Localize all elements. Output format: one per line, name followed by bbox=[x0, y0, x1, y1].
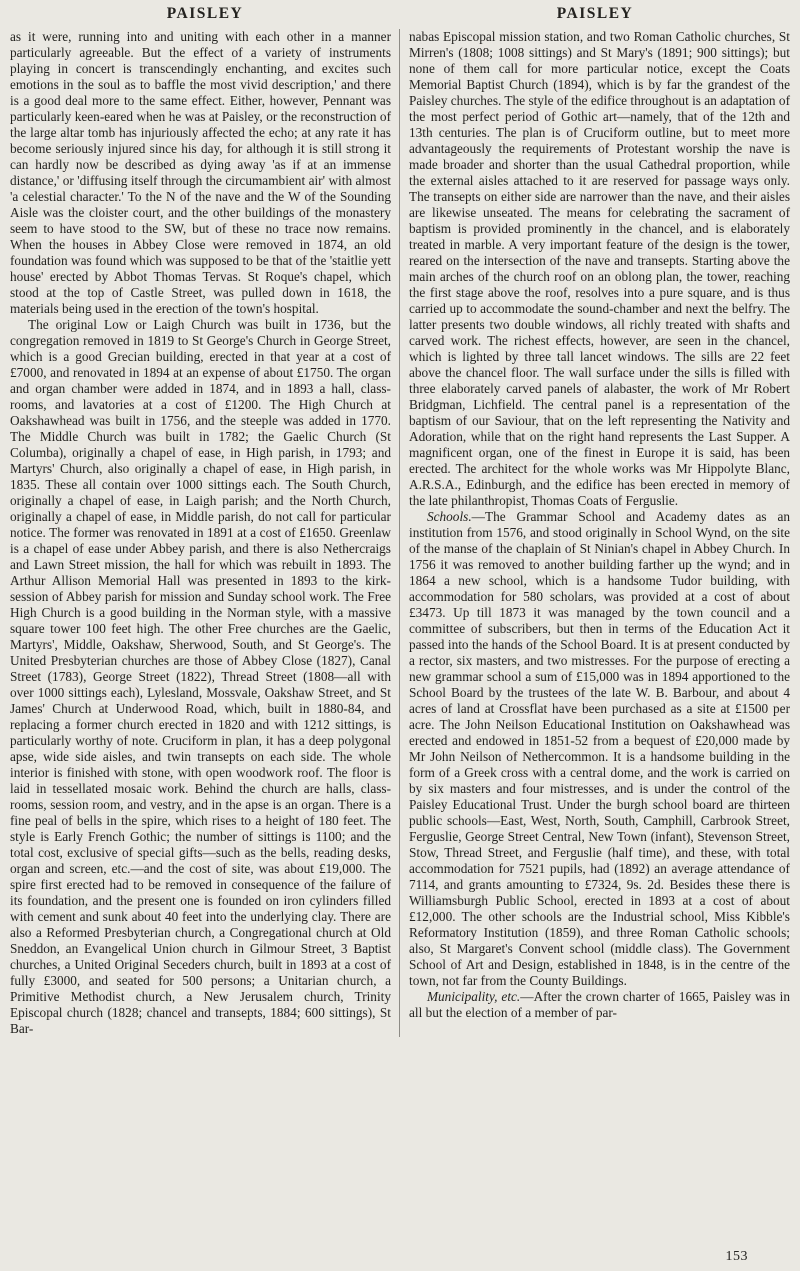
running-header-left: PAISLEY bbox=[166, 5, 244, 22]
running-header-right: PAISLEY bbox=[556, 5, 634, 22]
text-column bbox=[10, 29, 399, 1037]
paragraph-lead-italic: Schools. bbox=[426, 509, 472, 524]
paragraph: Schools.—The Grammar School and Academy dates as an institution from 1576, and stood originally in School Wynd, on the site of the manse of the chaplain of St Ninian's chapel in Abbey Church. In 1756 it was removed to another building farther up the wynd; and in 1864 a new school, which is a handsome Tudor building, with accommodation for 580 scholars, was provided at a cost of about £3473. Up till 1873 it was managed by the town council and a committee of subscribers, but then in terms of the Education Act it passed into the hands of the School Board. It is at present conducted by a rector, six masters, and two mistresses. For the purpose of erecting a new grammar school a sum of £15,000 was in 1894 apportioned to the School Board by the trustees of the late W. B. Barbour, and about 4 acres of land at Crossflat have been purchased as a site at £1500 per acre. The John Neilson Educational Institution on Oakshawhead was erected and endowed in 1851-52 from a bequest of £20,000 made by Mr John Neilson of Nethercommon. It is a handsome building in the form of a Greek cross with a central dome, and the work is carried on by six masters and four mistresses, and is under the control of the Paisley Educational Trust. Under the burgh school board are thirteen public schools—East, West, North, South, Camphill, Carbrook Street, Ferguslie, George Street Central, New Town (infant), Stevenson Street, Stow, Thread Street, and Ferguslie (half time), and these, with total accommodation for 7521 pupils, had (1892) an average attendance of 7114, and grants amounting to £7324, 9s. 2d. Besides these there is Williamsburgh Public School, erected in 1893 at a cost of about £12,000. The other schools are the Industrial school, Miss Kibble's Reformatory Institution (1859), and three Roman Catholic schools; also, St Margaret's Convent school (middle class). The Government School of Art and Design, established in 1848, is in the centre of the town, not far from the County Buildings. bbox=[409, 509, 790, 988]
two-column-text-body bbox=[10, 29, 790, 1037]
paragraph: as it were, running into and uniting with each other in a manner particularly agreeable. But the effect of a variety of instruments playing in concert is transcendingly enchanting, and excites such emotions in the soul as to baffle the most vivid description,' and there is a good deal more to the same effect. Either, however, Pennant was particularly keen-eared when he was at Paisley, or the reconstruction of the large altar tomb has injuriously affected the echo; at any rate it has become seriously injured since his day, for although it is still strong it can hardly now be described as dying away 'as if at an immense distance,' or 'diffusing itself through the circumambient air' with almost 'a celestial character.' To the N of the nave and the W of the Sounding Aisle was the cloister court, and the other buildings of the monastery seem to have stood to the SW, but of these no trace now remains. When the houses in Abbey Close were removed in 1874, an old foundation was found which was supposed to be that of the 'staitlie yett house' erected by Abbot Thomas Tervas. St Roque's chapel, which stood at the top of Castle Street, was pulled down in 1618, the materials being used in the erection of the town's hospital. bbox=[10, 29, 391, 316]
paragraph: The original Low or Laigh Church was built in 1736, but the congregation removed in 1819 to St George's Church in George Street, which is a good Grecian building, erected in that year at a cost of £7000, and renovated in 1894 at an expense of about £1750. The organ and organ chamber were added in 1874, and in 1893 a hall, class-rooms, and lavatories at a cost of £1200. The High Church at Oakshawhead was built in 1756, and the steeple was added in 1770. The Middle Church was built in 1782; the Gaelic Church (St Columba), originally a chapel of ease, in High parish, in 1793; and Martyrs' Church, also originally a chapel of ease, in High parish, in 1835. These all contain over 1000 sittings each. The South Church, originally a chapel of ease, in Laigh parish; and the North Church, originally a chapel of ease, in Middle parish, do not call for particular notice. The former was renovated in 1891 at a cost of £1650. Greenlaw is a chapel of ease under Abbey parish, and there is also Nethercraigs and Lawn Street mission, the hall for which was rebuilt in 1893. The Arthur Allison Memorial Hall was presented in 1893 to the kirk-session of Abbey parish for mission and Sunday school work. The Free High Church is a good building in the Norman style, with a massive square tower 100 feet high. The other Free churches are the Gaelic, Martyrs', Middle, Oakshaw, Sherwood, South, and St George's. The United Presbyterian churches are those of Abbey Close (1827), Canal Street (1783), George Street (1822), Thread Street (1808—all with over 1000 sittings each), Lylesland, Mossvale, Oakshaw Street, and St James' Church at Underwood Road, which, built in 1880-84, and replacing a former church erected in 1820 and with 1212 sittings, is particularly worthy of note. Cruciform in plan, it has a deep polygonal apse, wide side aisles, and twin transepts on each side. The whole interior is finished with stone, with open woodwork roof. The floor is laid in tessellated mosaic work. Behind the church are halls, class-rooms, session room, and vestry, and in the apse is an organ. There is a fine peal of bells in the spire, which rises to a height of 180 feet. The style is Early French Gothic; the number of sittings is 1100; and the total cost, exclusive of special gifts—such as the bells, reading desks, organ and screen, etc.—and the cost of site, was about £19,000. The spire first erected had to be removed in consequence of the failure of its foundation, and the present one is founded on iron cylinders filled with cement and sunk about 40 feet into the underlying clay. There are also a Reformed Presbyterian church, a Congregational church at Old Sneddon, an Evangelical Union church in Gilmour Street, 3 Baptist churches, a United Original Seceders church, built in 1893 at a cost of fully £3000, and seated for 500 persons; a Unitarian church, a Primitive Methodist church, a New Jerusalem church, Trinity Episcopal church (1828; chancel and transepts, 1884; 600 sittings), St Bar- bbox=[10, 317, 391, 1036]
paragraph-lead-italic: Municipality, etc. bbox=[426, 989, 521, 1004]
page-number: 153 bbox=[725, 1249, 748, 1264]
paragraph: Municipality, etc.—After the crown charter of 1665, Paisley was in all but the election of a member of par- bbox=[409, 989, 791, 1020]
running-headers bbox=[10, 5, 790, 23]
paragraph: nabas Episcopal mission station, and two Roman Catholic churches, St Mirren's (1808; 1008 sittings) and St Mary's (1891; 900 sittings); but none of them call for more particular notice, except the Coats Memorial Baptist Church (1894), which is by far the grandest of the Paisley churches. The style of the edifice throughout is an adaptation of the most perfect period of Gothic art—namely, that of the 12th and 13th centuries. The plan is of Cruciform outline, but to meet more advantageously the requirements of Protestant worship the nave is made broader and shorter than the usual Cathedral proportion, while the external aisles attached to it are reserved for passage ways only. The transepts on either side are narrower than the nave, and their aisles are likewise unseated. The means for celebrating the sacrament of baptism is provided prominently in the chancel, and is elaborately treated in marble. A very important feature of the design is the tower, reared on the intersection of the nave and transepts. Starting above the main arches of the church roof on an oblong plan, the tower, reaching the first stage above the roof, resolves into a pure square, and is thus carried up to accommodate the sound-chamber and next the belfry. The latter presents two double windows, all richly treated with shafts and carved work. The richest effects, however, are seen in the chancel, which is lighted by three tall lancet windows. The sills are 22 feet above the chancel floor. The wall surface under the sills is filled with three elaborately carved panels of alabaster, the work of Mr Robert Bridgman, Lichfield. The central panel is a representation of the baptism of our Saviour, that on the left representing the Nativity and Adoration, while that on the right hand represents the Last Supper. A magnificent organ, one of the finest in Europe it is said, has been erected. The architect for the whole works was Mr Hippolyte Blanc, A.R.S.A., Edinburgh, and the edifice has been erected in memory of the late philanthropist, Thomas Coats of Ferguslie. bbox=[409, 29, 790, 508]
text-column bbox=[400, 29, 790, 1037]
